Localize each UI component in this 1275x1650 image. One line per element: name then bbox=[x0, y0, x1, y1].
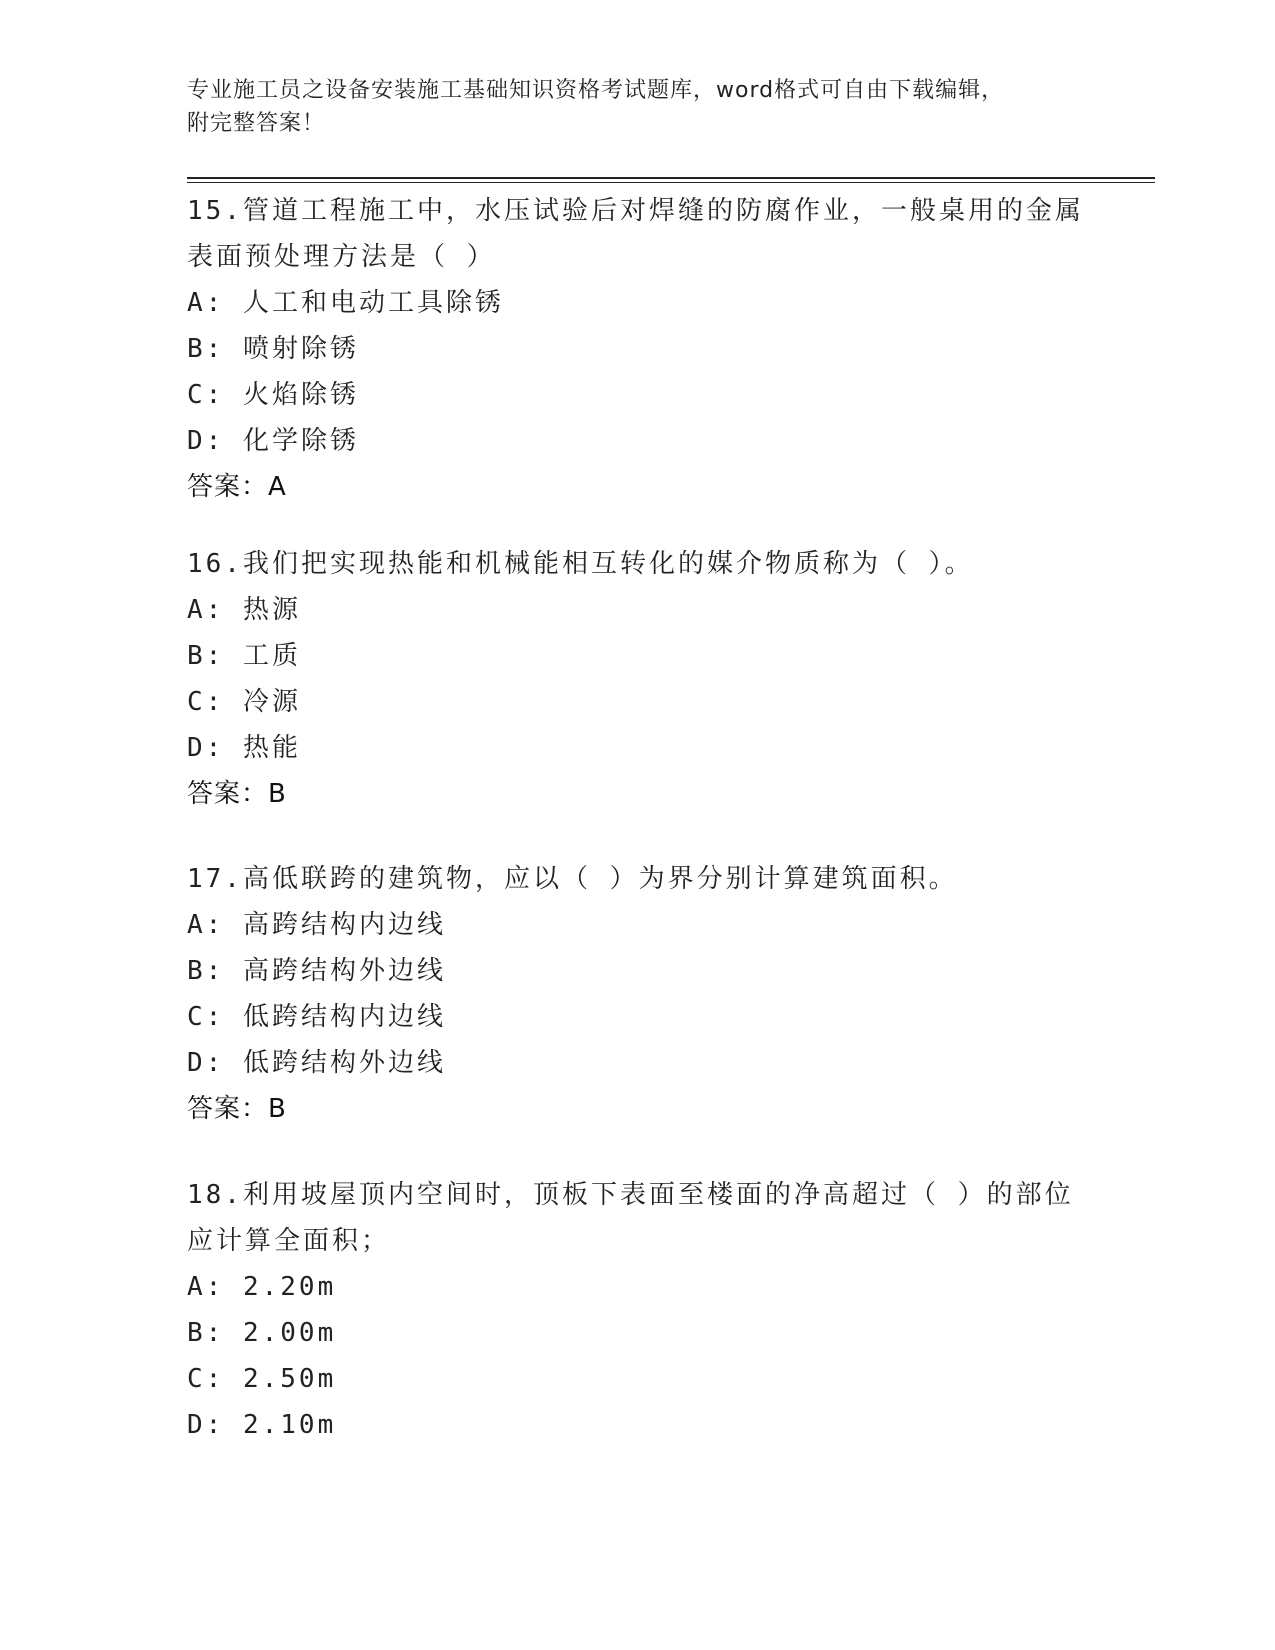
option-b: B: 高跨结构外边线 bbox=[187, 956, 446, 986]
question-17 bbox=[187, 856, 1087, 1132]
option-a: A: 人工和电动工具除锈 bbox=[187, 288, 504, 318]
question-stem: 16.我们把实现热能和机械能相互转化的媒介物质称为（ ）。 bbox=[187, 549, 974, 579]
answer-label: 答案： bbox=[187, 472, 269, 502]
answer-value: A bbox=[268, 472, 287, 502]
option-a: A: 热源 bbox=[187, 595, 301, 625]
option-b: B: 2.00m bbox=[187, 1318, 337, 1348]
answer-line bbox=[187, 1086, 1087, 1132]
document-header bbox=[187, 74, 1087, 140]
option-b: B: 喷射除锈 bbox=[187, 334, 359, 364]
question-stem: 15.管道工程施工中，水压试验后对焊缝的防腐作业，一般桌用的金属 bbox=[187, 196, 1084, 226]
question-stem: 17.高低联跨的建筑物，应以（ ）为界分别计算建筑面积。 bbox=[187, 864, 958, 894]
header-divider-thick bbox=[187, 177, 1155, 179]
option-c: C: 冷源 bbox=[187, 687, 301, 717]
question-stem: 18.利用坡屋顶内空间时，顶板下表面至楼面的净高超过（ ）的部位 bbox=[187, 1180, 1074, 1210]
option-c: C: 2.50m bbox=[187, 1364, 337, 1394]
header-divider-thin bbox=[187, 182, 1155, 183]
question-stem: 应计算全面积； bbox=[187, 1226, 391, 1256]
question-stem: 表面预处理方法是（ ） bbox=[187, 242, 496, 272]
question-15 bbox=[187, 188, 1087, 510]
header-line-1: 专业施工员之设备安装施工基础知识资格考试题库，word格式可自由下载编辑， bbox=[187, 78, 1005, 103]
answer-label: 答案： bbox=[187, 779, 269, 809]
option-a: A: 高跨结构内边线 bbox=[187, 910, 446, 940]
header-line-2: 附完整答案！ bbox=[187, 111, 326, 136]
option-d: D: 2.10m bbox=[187, 1410, 337, 1440]
option-b: B: 工质 bbox=[187, 641, 301, 671]
answer-value: B bbox=[268, 779, 287, 809]
question-18 bbox=[187, 1172, 1087, 1448]
option-d: D: 低跨结构外边线 bbox=[187, 1048, 446, 1078]
question-16 bbox=[187, 541, 1087, 817]
option-d: D: 化学除锈 bbox=[187, 426, 359, 456]
answer-value: B bbox=[268, 1094, 287, 1124]
option-c: C: 火焰除锈 bbox=[187, 380, 359, 410]
answer-line bbox=[187, 771, 1087, 817]
option-a: A: 2.20m bbox=[187, 1272, 337, 1302]
answer-line bbox=[187, 464, 1087, 510]
option-c: C: 低跨结构内边线 bbox=[187, 1002, 446, 1032]
answer-label: 答案： bbox=[187, 1094, 269, 1124]
option-d: D: 热能 bbox=[187, 733, 301, 763]
